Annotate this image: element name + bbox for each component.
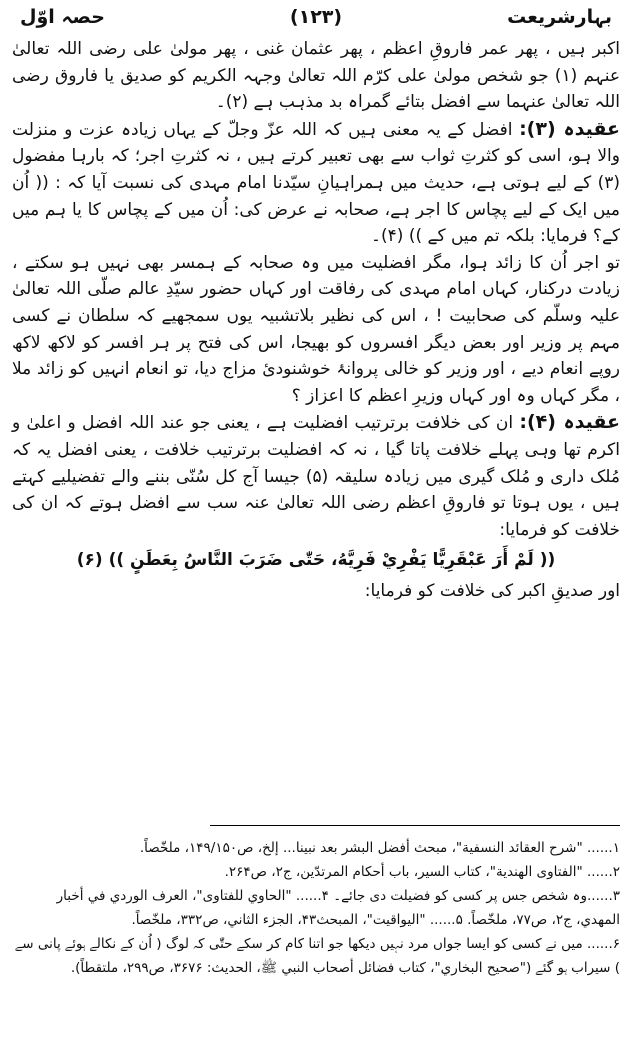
- page-number: (۱۲۳): [289, 6, 343, 28]
- page-header: [20, 6, 612, 32]
- paragraph-1: اکبر ہیں ، پھر عمر فاروقِ اعظم ، پھر عثمان غنی ، پھر مولیٰ علی رضی اللہ تعالیٰ عنہم (۱) جو شخص مولیٰ علی کرّم اللہ تعالیٰ وجہہ الکریم کو صدیق یا فاروق رضی اللہ تعالیٰ عنہما سے افضل بتائے گمراہ بد مذہب ہے (۲)۔: [12, 39, 621, 113]
- paragraph-3: تو اجر اُن کا زائد ہوا، مگر افضلیت میں وہ صحابہ کے ہمسر بھی نہیں ہو سکتے ، زیادت درکنار، کہاں امام مہدی کی رفاقت اور کہاں حضور سیّدِ عالم صلّی اللہ تعالیٰ علیہ وسلّم کی صحابیت ! ، اس کی نظیر بلاتشبیہ یوں سمجھیے کہ سلطان نے کسی مہم پر وزیر اور بعض دیگر افسروں کو بھیجا، اس کی فتح پر ہر افسر کو لاکھ لاکھ روپے انعام دیے ، اور وزیر کو خالی پروانۂ خوشنودیٔ مزاج دیا، تو انعام انہیں کو زائد ملا ، مگر کہاں وہ اور کہاں وزیرِ اعظم کا اعزاز ؟: [12, 252, 620, 406]
- book-title: بہارشریعت: [507, 6, 612, 28]
- footnote: ۶...... میں نے کسی کو ایسا جواں مرد نہیں دیکھا جو اتنا کام کر سکے حتّٰی کہ لوگ ( اُن کے نکالے ہوئے پانی سے ) سیراب ہو گئے ("صحيح البخاري"، كتاب فضائل أصحاب النبي ﷺ، الحديث: ۳۶۷۶، ص۲۹۹، ملتقطاً).: [15, 936, 620, 976]
- footnote-divider: [210, 825, 620, 826]
- footnotes: [12, 836, 620, 980]
- aqeeda-3-label: عقیدہ (۳):: [519, 117, 620, 140]
- paragraph-5: اور صدیقِ اکبر کی خلافت کو فرمایا:: [364, 580, 620, 601]
- aqeeda-4: [12, 409, 620, 543]
- aqeeda-4-label: عقیدہ (۴):: [519, 411, 620, 434]
- aqeeda-4-text: ان کی خلافت برترتیب افضلیت ہے ، یعنی جو عند اللہ افضل و اعلیٰ و اکرم تھا وہی پہلے خلافت پاتا گیا ، نہ کہ افضلیت برترتیب خلافت ، یعنی افضل یہ کہ مُلک داری و مُلک گیری میں زیادہ سلیقہ (۵) جیسا آج کل سُنّی بننے والے تفضیلیے کہتے ہیں ، یوں ہوتا تو فاروقِ اعظم رضی اللہ تعالیٰ عنہ سب سے افضل ہوتے کہ ان کی خلافت کو فرمایا:: [12, 413, 620, 540]
- footnote: ۲...... "الفتاوى الهندية"، كتاب السير، باب أحكام المرتدّين، ج۲، ص۲۶۴.: [224, 864, 620, 880]
- hadith-quote: (( لَمْ أَرَ عَبْقَرِيًّا يَفْرِيْ فَرِيَّهُ، حَتّٰى ضَرَبَ النَّاسُ بِعَطَنٍ )) (۶): [76, 550, 556, 571]
- main-text: [12, 36, 620, 604]
- part-label: حصہ اوّل: [20, 6, 105, 28]
- footnote: ۳......وہ شخص جس پر کسی کو فضیلت دی جائے۔ ۴...... "الحاوي للفتاوى"، العرف الوردي في أخبار المهدي، ج۲، ص۷۷، ملخّصاً. ۵...... "اليواقيت"، المبحث۴۳، الجزء الثاني، ص۳۳۲، ملخّصاً.: [56, 888, 620, 928]
- aqeeda-3: [12, 116, 620, 250]
- footnote: ۱...... "شرح العقائد النسفية"، مبحث أفضل البشر بعد نبينا... إلخ، ص۱۴۹/۱۵۰، ملخّصاً.: [139, 840, 620, 856]
- aqeeda-3-text: افضل کے یہ معنی ہیں کہ اللہ عزّ وجلّ کے یہاں زیادہ عزت و منزلت والا ہو، اسی کو کثرتِ ثواب سے بھی تعبیر کرتے ہیں ، نہ کثرتِ اجر؛ کہ بارہا مفضول (۳) کے لیے ہوتی ہے، حدیث میں ہمراہیانِ سیّدنا امام مہدی کی نسبت آیا کہ : (( اُن میں ایک کے لیے پچاس کا اجر ہے، صحابہ نے عرض کی: اُن میں کے پچاس کا یا ہم میں کے؟ فرمایا: بلکہ تم میں کے )) (۴)۔: [12, 119, 620, 247]
